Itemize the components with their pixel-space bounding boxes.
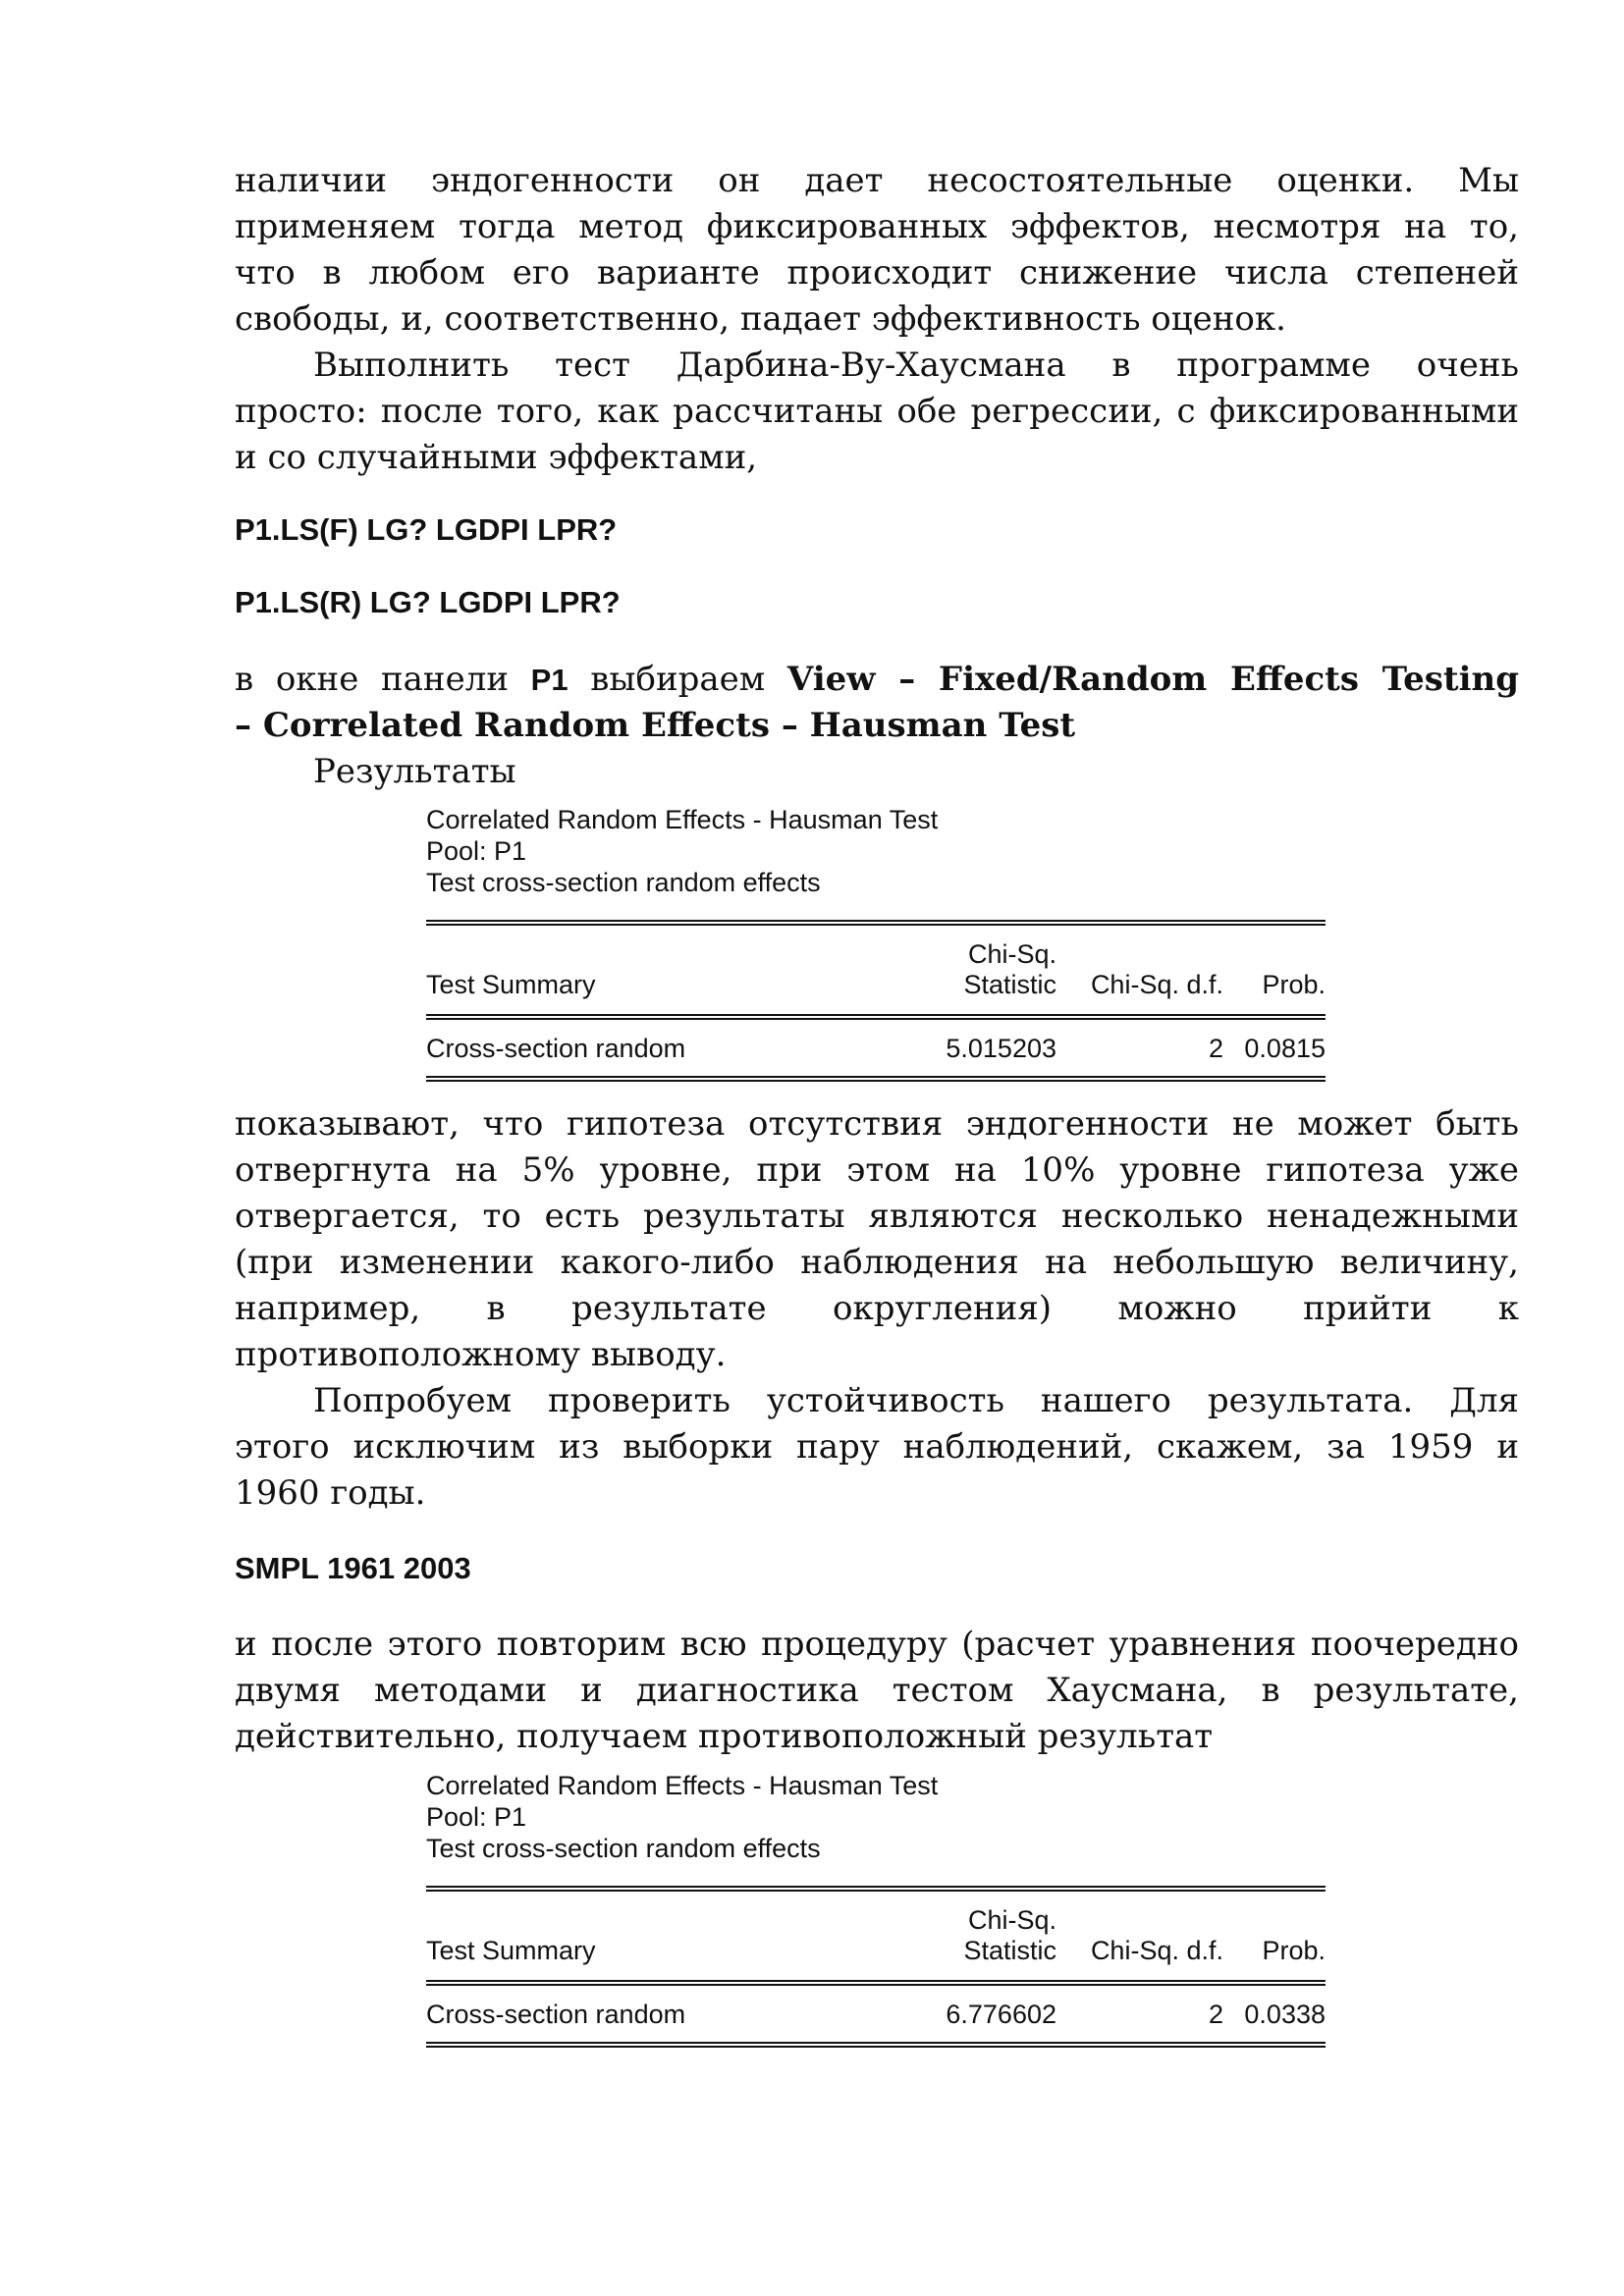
table-cell: Cross-section random [426, 1017, 888, 1079]
text-line: противоположному выводу. [235, 1335, 727, 1374]
text-line: наличии эндогенности он дает несостоятельные оценки. Мы [235, 161, 1519, 200]
text-line: например, в результате округления) можно прийти к [235, 1289, 1519, 1328]
results-label: Результаты [313, 752, 516, 791]
column-header: Test Summary [426, 970, 888, 1017]
text-line: 1960 годы. [235, 1473, 426, 1513]
column-header: Chi-Sq. d.f. [1056, 970, 1223, 1017]
output-subtitle: Test cross-section random effects [426, 868, 821, 897]
output-pool: Pool: P1 [426, 1802, 527, 1832]
column-header: Statistic [888, 1936, 1056, 1983]
table-row [426, 1983, 1326, 2045]
text-line: и со случайными эффектами, [235, 438, 758, 477]
text-line: этого исключим из выборки пару наблюдений, скажем, за 1959 и [235, 1427, 1519, 1467]
text-line: отвергается, то есть результаты являются несколько ненадежными [235, 1197, 1519, 1236]
output-pool: Pool: P1 [426, 836, 527, 866]
menu-path-part2: – Correlated Random Effects – Hausman Test [235, 706, 1076, 745]
text-line: Попробуем проверить устойчивость нашего результата. Для [313, 1381, 1519, 1420]
text-line: применяем тогда метод фиксированных эффектов, несмотря на то, [235, 207, 1519, 246]
text-line: и после этого повторим всю процедуру (расчет уравнения поочередно [235, 1625, 1519, 1664]
paragraph-hausman-instructions [235, 343, 1519, 481]
table-cell: 5.015203 [888, 1017, 1056, 1079]
table-cell: Cross-section random [426, 1983, 888, 2045]
output-subtitle: Test cross-section random effects [426, 1834, 821, 1863]
text-line: отвергнута на 5% уровне, при этом на 10% уровне гипотеза уже [235, 1150, 1519, 1190]
text-line: просто: после того, как рассчитаны обе регрессии, с фиксированными [235, 392, 1519, 431]
hausman-output-2 [426, 1770, 1326, 2048]
paragraph-repeat [235, 1622, 1519, 1760]
column-header: Test Summary [426, 1936, 888, 1983]
text-line: свободы, и, соответственно, падает эффективность оценок. [235, 299, 1286, 339]
test-summary-table [426, 1886, 1326, 2048]
command-random-effects: P1.LS(R) LG? LGDPI LPR? [235, 585, 621, 619]
text-span: выбираем [568, 660, 787, 699]
table-cell: 0.0815 [1223, 1017, 1326, 1079]
table-row [426, 1017, 1326, 1079]
table-cell: 0.0338 [1223, 1983, 1326, 2045]
menu-path-part1: View – Fixed/Random Effects Testing [786, 660, 1519, 699]
output-title: Correlated Random Effects - Hausman Test [426, 1771, 939, 1800]
text-line [235, 657, 1519, 703]
panel-name: P1 [530, 663, 568, 697]
text-line: что в любом его варианте происходит снижение числа степеней [235, 253, 1519, 293]
table-cell: 2 [1056, 1983, 1223, 2045]
output-title: Correlated Random Effects - Hausman Test [426, 805, 939, 834]
paragraph-menu-path [235, 657, 1519, 795]
paragraph-interpretation [235, 1101, 1519, 1378]
text-line: действительно, получаем противоположный результат [235, 1717, 1214, 1756]
text-line: Выполнить тест Дарбина-Ву-Хаусмана в программе очень [313, 346, 1519, 385]
table-cell: 6.776602 [888, 1983, 1056, 2045]
test-summary-table [426, 920, 1326, 1082]
paragraph-intro [235, 158, 1519, 343]
command-smpl: SMPL 1961 2003 [235, 1551, 471, 1585]
column-header: Chi-Sq. d.f. [1056, 1936, 1223, 1983]
text-span: в окне панели [235, 660, 531, 699]
text-line: показывают, что гипотеза отсутствия эндогенности не может быть [235, 1104, 1519, 1144]
hausman-output-1 [426, 804, 1326, 1082]
column-header: Chi-Sq. [888, 923, 1056, 970]
paragraph-robustness [235, 1378, 1519, 1517]
column-header: Prob. [1223, 970, 1326, 1017]
column-header: Chi-Sq. [888, 1889, 1056, 1936]
command-fixed-effects: P1.LS(F) LG? LGDPI LPR? [235, 512, 618, 547]
table-cell: 2 [1056, 1017, 1223, 1079]
text-line: (при изменении какого-либо наблюдения на небольшую величину, [235, 1243, 1519, 1282]
column-header: Statistic [888, 970, 1056, 1017]
column-header: Prob. [1223, 1936, 1326, 1983]
text-line: двумя методами и диагностика тестом Хаусмана, в результате, [235, 1671, 1519, 1710]
